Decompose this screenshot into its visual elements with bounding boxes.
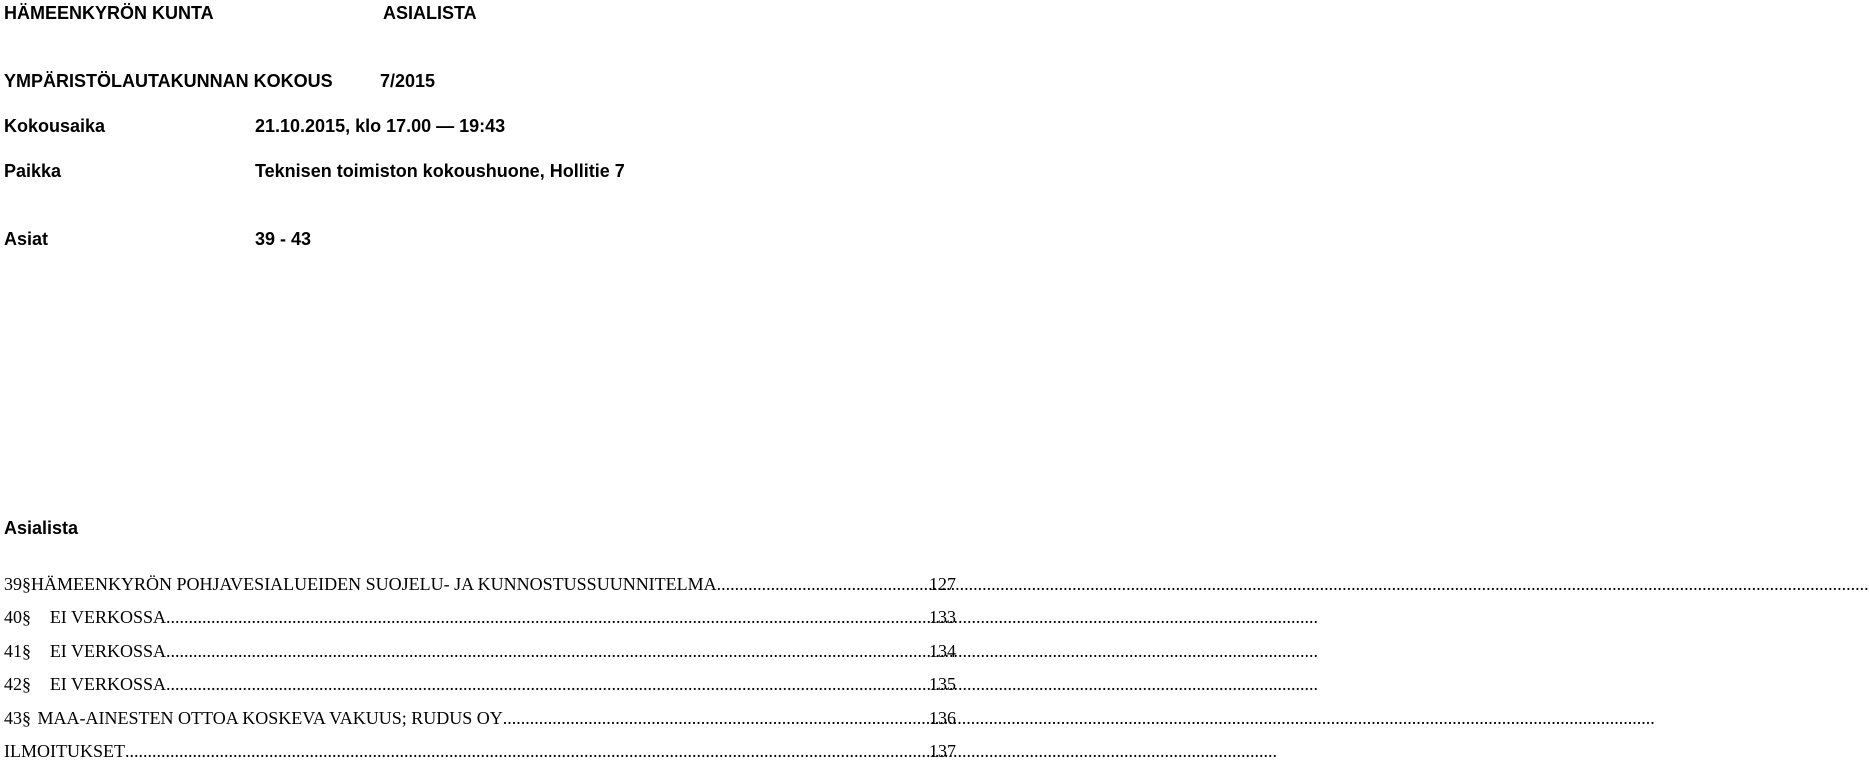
section-symbol: §: [22, 708, 31, 728]
agenda-item[interactable]: [4, 707, 956, 729]
leader-dots: [503, 707, 929, 729]
meeting-number: 7/2015: [380, 71, 436, 91]
meeting-place-value: Teknisen toimiston kokoushuone, Hollitie 7: [255, 161, 625, 181]
notices-page: 137: [929, 741, 956, 761]
section-symbol: §: [22, 674, 31, 694]
agenda-item-page: 133: [929, 607, 956, 627]
leader-dots: [166, 673, 929, 695]
meeting-time-label: Kokousaika: [4, 116, 106, 136]
leader-dots: [166, 606, 929, 628]
agenda-item-number: 41: [4, 641, 22, 661]
agenda-item-page: 136: [929, 708, 956, 728]
agenda-item-title: MAA-AINESTEN OTTOA KOSKEVA VAKUUS; RUDUS OY: [37, 708, 503, 728]
agenda-item-number: 40: [4, 607, 22, 627]
agenda-item-title: EI VERKOSSA: [49, 607, 166, 627]
document-type: ASIALISTA: [383, 3, 477, 23]
agenda-item-number: 39: [4, 574, 22, 594]
agenda-item-page: 135: [929, 674, 956, 694]
meeting-time-value: 21.10.2015, klo 17.00 — 19:43: [255, 116, 506, 136]
items-value: 39 - 43: [255, 229, 312, 249]
agenda-item-title: HÄMEENKYRÖN POHJAVESIALUEIDEN SUOJELU- JA KUNNOSTUSSUUNNITELMA: [31, 574, 717, 594]
agenda-item[interactable]: [4, 606, 956, 628]
organization-name: HÄMEENKYRÖN KUNTA: [4, 3, 214, 23]
notices-title: ILMOITUKSET: [4, 741, 125, 761]
section-symbol: §: [22, 607, 31, 627]
meeting-title: YMPÄRISTÖLAUTAKUNNAN KOKOUS: [4, 71, 333, 91]
leader-dots: [166, 640, 929, 662]
agenda-item-number: 42: [4, 674, 22, 694]
agenda-item-number: 43: [4, 708, 22, 728]
section-symbol: §: [22, 574, 31, 594]
agenda-item[interactable]: [4, 640, 956, 662]
items-label: Asiat: [4, 229, 49, 249]
agenda-heading: Asialista: [4, 518, 79, 538]
notices-item[interactable]: [4, 740, 956, 762]
agenda-item-title: EI VERKOSSA: [49, 674, 166, 694]
agenda-item[interactable]: [4, 673, 956, 695]
agenda-item[interactable]: [4, 573, 956, 595]
agenda-item-page: 127: [929, 574, 956, 594]
leader-dots: [125, 740, 929, 762]
section-symbol: §: [22, 641, 31, 661]
leader-dots: [717, 573, 929, 595]
agenda-item-title: EI VERKOSSA: [49, 641, 166, 661]
meeting-place-label: Paikka: [4, 161, 62, 181]
agenda-item-page: 134: [929, 641, 956, 661]
